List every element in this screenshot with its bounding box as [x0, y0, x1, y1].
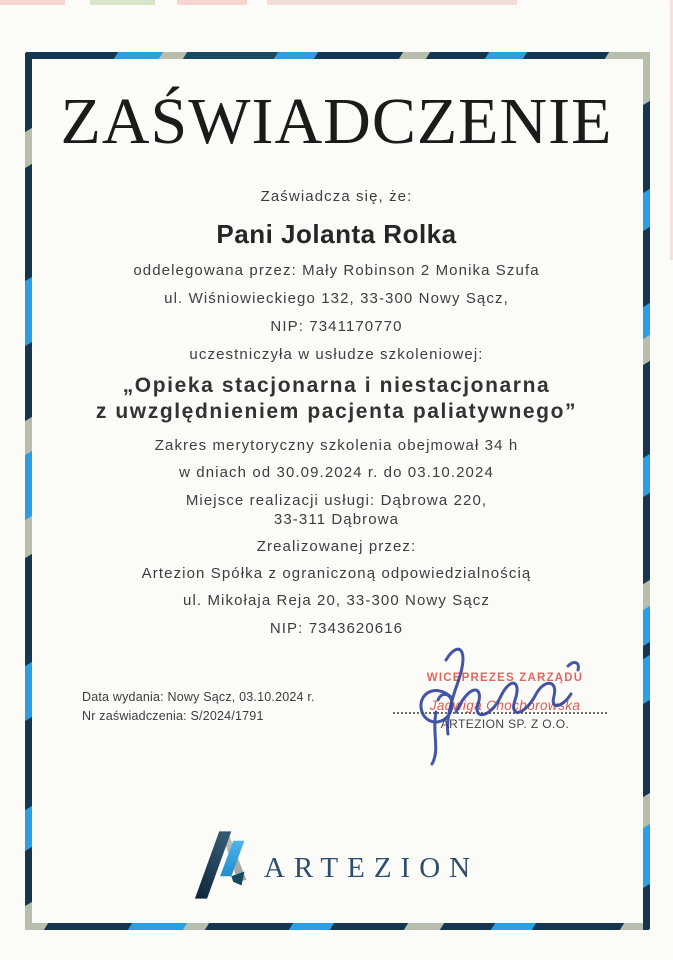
provider-company: Artezion Spółka z ograniczoną odpowiedzialnością: [141, 565, 532, 582]
participation-line: uczestniczyła w usłudze szkoleniowej:: [189, 346, 484, 363]
training-scope: Zakres merytoryczny szkolenia obejmował 34 h: [154, 437, 519, 454]
border-segment-navy: [643, 492, 650, 587]
intro-line: Zaświadcza się, że:: [260, 188, 413, 205]
border-segment-navy: [643, 361, 650, 461]
scan-artifact-segment: [177, 0, 247, 5]
training-place-line1: Miejsce realizacji usługi: Dąbrowa 220,: [185, 492, 488, 509]
border-segment-blue: [127, 923, 190, 930]
border-segment-sage: [25, 901, 32, 930]
provider-address: ul. Mikołaja Reja 20, 33-300 Nowy Sącz: [183, 592, 490, 609]
training-title-line2: z uwzględnieniem pacjenta paliatywnego”: [95, 400, 578, 423]
recipient-address: ul. Wiśniowieckiego 132, 33-300 Nowy Sącz,: [164, 290, 509, 307]
border-segment-navy: [25, 52, 121, 59]
border-right: [643, 52, 650, 930]
border-segment-navy: [439, 923, 497, 930]
border-segment-blue: [25, 276, 32, 349]
border-segment-blue: [25, 450, 32, 523]
scan-artifact-segment: [65, 0, 90, 5]
issue-date: Data wydania: Nowy Sącz, 03.10.2024 r.: [82, 690, 315, 704]
training-title-line1: „Opieka stacjonarna i niestacjonarna: [122, 374, 551, 397]
border-left: [25, 52, 32, 930]
border-segment-navy: [43, 923, 135, 930]
artezion-logo-text: ARTEZION: [263, 852, 480, 884]
scan-artifact-segment: [90, 0, 155, 5]
scan-artifact-segment: [155, 0, 177, 5]
provider-nip: NIP: 7343620616: [269, 620, 404, 637]
training-place-line2: 33-311 Dąbrowa: [273, 511, 400, 528]
stamp-signer-name: Jadwiga Chochorowska: [429, 698, 581, 713]
delegated-by-line: oddelegowana przez: Mały Robinson 2 Monika Szufa: [133, 262, 540, 279]
recipient-nip: NIP: 7341170770: [270, 318, 403, 335]
scan-artifact-top-strip: [0, 0, 673, 5]
issue-info: [82, 688, 315, 726]
scan-artifact-segment: [0, 0, 65, 5]
border-segment-navy: [425, 52, 492, 59]
issue-number: Nr zaświadczenia: S/2024/1791: [82, 708, 264, 723]
border-segment-navy: [329, 923, 411, 930]
border-top: [25, 52, 650, 59]
border-segment-navy: [643, 226, 650, 310]
stamp-role-text: WICEPREZES ZARZĄDU: [426, 672, 584, 684]
border-segment-sage: [643, 52, 650, 107]
realized-by-line: Zrealizowanej przez:: [256, 538, 417, 555]
border-segment-navy: [25, 164, 32, 284]
border-segment-navy: [522, 52, 611, 59]
scan-artifact-segment: [247, 0, 267, 5]
signature-block: [390, 660, 620, 770]
border-segment-navy: [643, 700, 650, 800]
scan-artifact-segment: [517, 0, 673, 5]
signature-ink: [408, 638, 598, 768]
border-segment-navy: [25, 716, 32, 812]
certificate-title: ZAŚWIADCZENIE: [60, 85, 613, 158]
artezion-logo-mark: [194, 830, 250, 900]
border-segment-blue: [25, 661, 32, 724]
border-segment-teal: [182, 52, 281, 59]
border-bottom: [25, 923, 650, 930]
border-segment-navy: [531, 923, 627, 930]
scan-artifact-segment: [267, 0, 517, 5]
border-segment-navy: [313, 52, 405, 59]
border-segment-navy: [25, 341, 32, 423]
stamp-company-name: ARTEZION SP. Z O.O.: [440, 717, 570, 731]
border-segment-navy: [25, 553, 32, 669]
border-segment-navy: [643, 100, 650, 196]
artezion-logo: [0, 830, 673, 900]
border-segment-navy: [204, 923, 296, 930]
training-dates: w dniach od 30.09.2024 r. do 03.10.2024: [179, 464, 494, 481]
recipient-name: Pani Jolanta Rolka: [216, 219, 457, 249]
